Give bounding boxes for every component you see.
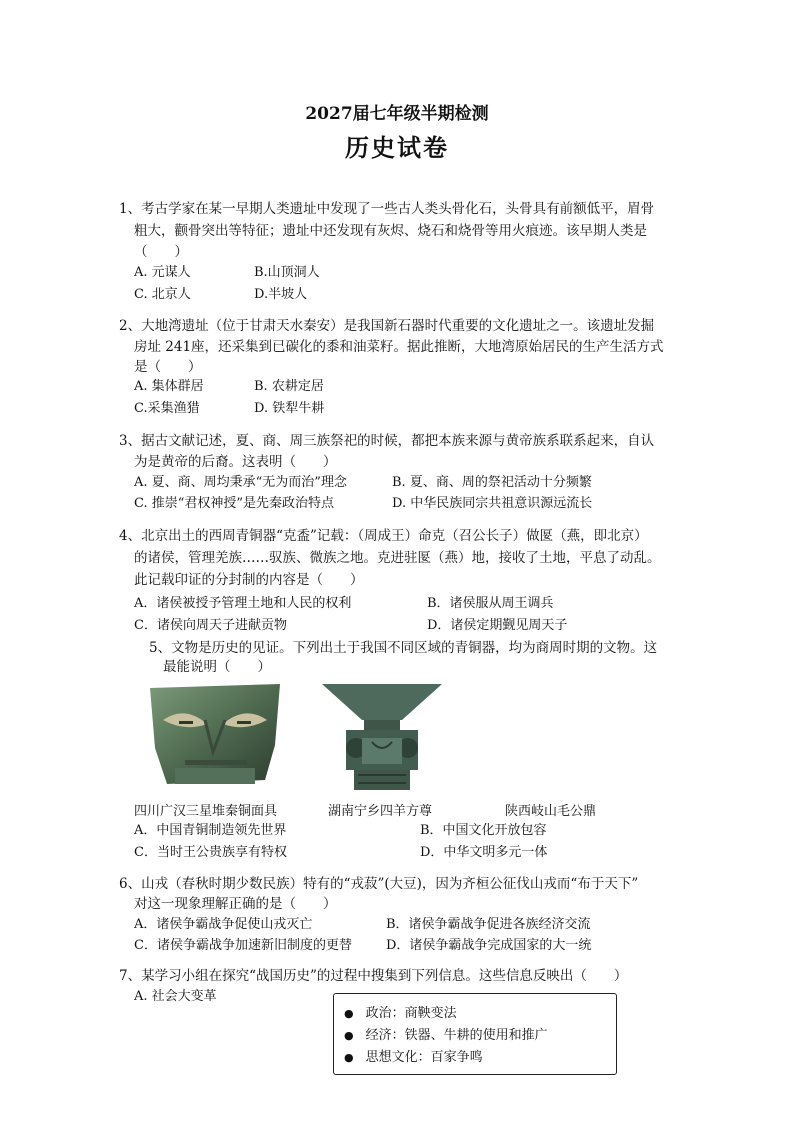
four-goat-zun-image (318, 680, 446, 795)
q1-option-a: A. 元谋人 (134, 265, 191, 280)
q3-line1: 3、据古文献记述，夏、商、周三族祭祀的时候，都把本族来源与黄帝族系联系起来，自认 (119, 433, 655, 449)
q5-option-d: D．中华文明多元一体 (420, 845, 548, 860)
q3-line2: 为是黄帝的后裔。这表明（ ） (134, 454, 337, 470)
q1-line1: 1、考古学家在某一早期人类遗址中发现了一些古人类头骨化石，头骨具有前额低平，眉骨 (119, 201, 655, 217)
q4-line3: 此记载印证的分封制的内容是（ ） (134, 572, 364, 588)
caption-ding: 陕西岐山毛公鼎 (505, 804, 597, 819)
q5-option-c: C．当时王公贵族享有特权 (134, 845, 287, 860)
q2-option-b: B. 农耕定居 (254, 379, 324, 394)
q5-option-a: A．中国青铜制造领先世界 (134, 823, 287, 838)
q7-line1: 7、某学习小组在探究“战国历史”的过程中搜集到下列信息。这些信息反映出（ ） (119, 968, 628, 984)
q2-option-d: D. 铁犁牛耕 (254, 401, 325, 416)
q1-option-c: C. 北京人 (134, 287, 191, 302)
q3-option-b: B. 夏、商、周的祭祀活动十分频繁 (392, 475, 592, 490)
caption-mask: 四川广汉三星堆秦铜面具 (134, 804, 278, 819)
q2-line1: 2、大地湾遗址（位于甘肃天水秦安）是我国新石器时代重要的文化遗址之一。该遗址发掘 (119, 318, 655, 334)
q1-option-b: B.山顶洞人 (254, 265, 320, 280)
q3-option-c: C. 推崇“君权神授”是先秦政治特点 (134, 496, 335, 511)
q2-line3: 是（ ） (134, 359, 202, 375)
q4-option-b: B．诸侯服从周王调兵 (427, 596, 554, 611)
q7-info-box (333, 993, 617, 1075)
q2-option-a: A. 集体群居 (134, 379, 204, 394)
exam-subtitle: 历史试卷 (345, 133, 449, 162)
q6-option-c: C．诸侯争霸战争加速新旧制度的更替 (134, 938, 352, 953)
q6-line2: 对这一现象理解正确的是（ ） (134, 896, 337, 912)
q1-line2: 粗大，颧骨突出等特征；遗址中还发现有灰烬、烧石和烧骨等用火痕迹。该早期人类是 (134, 223, 647, 239)
bronze-mask-image (145, 680, 285, 790)
q4-option-a: A．诸侯被授予管理土地和人民的权利 (134, 596, 352, 611)
q3-option-d: D. 中华民族同宗共祖意识源远流长 (392, 496, 593, 511)
q5-option-b: B．中国文化开放包容 (420, 823, 547, 838)
q2-line2: 房址 241座，还采集到已碳化的黍和油菜籽。据此推断，大地湾原始居民的生产生活方式 (134, 339, 664, 355)
exam-title: 2027届七年级半期检测 (305, 104, 489, 124)
q6-option-d: D．诸侯争霸战争完成国家的大一统 (386, 938, 592, 953)
bullet-icon: ● (344, 1029, 354, 1042)
info-item-economy: ● 经济：铁器、牛耕的使用和推广 (344, 1028, 548, 1043)
q1-line3: （ ） (134, 244, 188, 260)
q7-option-a: A. 社会大变革 (134, 989, 217, 1004)
q5-line1: 5、文物是历史的见证。下列出土于我国不同区域的青铜器，均为商周时期的文物。这 (149, 640, 658, 656)
q3-option-a: A. 夏、商、周均秉承“无为而治”理念 (134, 475, 347, 490)
info-item-politics: ● 政治：商鞅变法 (344, 1006, 457, 1021)
q5-line2: 最能说明（ ） (163, 659, 271, 675)
q6-line1: 6、山戎（春秋时期少数民族）特有的“戎菽”(大豆)，因为齐桓公征伐山戎而“布于天下” (119, 876, 639, 892)
q6-option-b: B．诸侯争霸战争促进各族经济交流 (386, 917, 591, 932)
q6-option-a: A．诸侯争霸战争促使山戎灭亡 (134, 917, 313, 932)
q4-line1: 4、北京出土的西周青铜器“克盉”记载：（周成王）命克（召公长子）做匽（燕，即北京） (119, 528, 648, 544)
q4-line2: 的诸侯，管理羌族……驭族、微族之地。克进驻匽（燕）地，接收了土地，平息了动乱。 (134, 550, 661, 566)
caption-zun: 湖南宁乡四羊方尊 (328, 804, 433, 819)
q1-option-d: D.半坡人 (254, 287, 308, 302)
q4-option-c: C．诸侯向周天子进献贡物 (134, 618, 287, 633)
q4-option-d: D．诸侯定期觐见周天子 (427, 618, 568, 633)
bullet-icon: ● (344, 1007, 354, 1020)
info-item-culture: ● 思想文化：百家争鸣 (344, 1050, 483, 1065)
q2-option-c: C.采集渔猎 (134, 401, 200, 416)
bullet-icon: ● (344, 1051, 354, 1064)
